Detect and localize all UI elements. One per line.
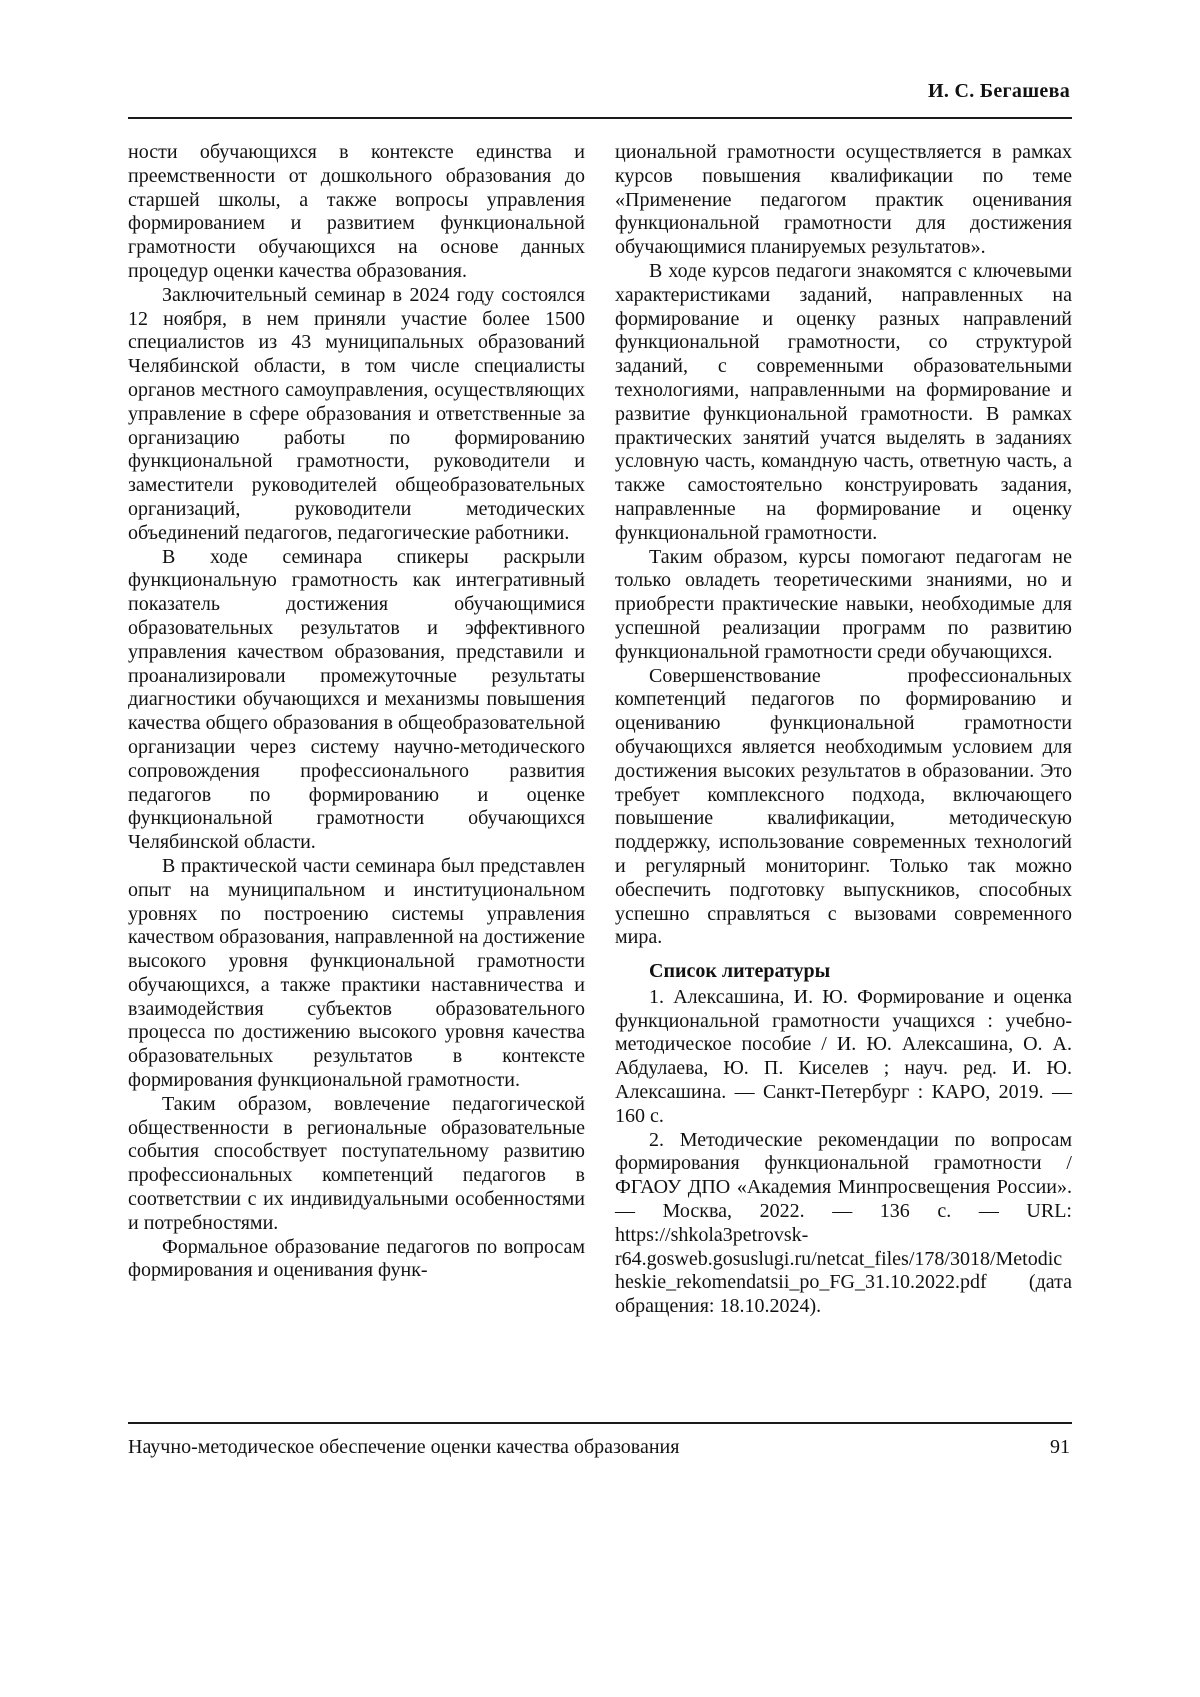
paragraph: В ходе курсов педагоги знакомятся с ключевыми характеристиками заданий, направленных на формирование и оценку разных направлений функциональной грамотности, со структурой заданий, с современными образовательными технологиями, направленными на формирование и развитие функциональной грамотности. В рамках практических занятий учатся выделять в заданиях условную часть, командную часть, ответную часть, а также самостоятельно конструировать задания, направленные на формирование и оценку функциональной грамотности. xyxy=(615,259,1072,544)
paragraph: Совершенствование профессиональных компетенций педагогов по формированию и оцениванию функциональной грамотности обучающихся является необходимым условием для достижения высоких результатов в образовании. Это требует комплексного подхода, включающего повышение квалификации, методическую поддержку, использование современных технологий и регулярный мониторинг. Только так можно обеспечить подготовку выпускников, способных успешно справляться с вызовами современного мира. xyxy=(615,664,1072,949)
left-column xyxy=(128,141,585,1319)
article-body xyxy=(128,141,1072,1319)
footer-rule xyxy=(128,1422,1072,1424)
paragraph: ности обучающихся в контексте единства и преемственности от дошкольного образования до старшей школы, а также вопросы управления формированием и развитием функциональной грамотности обучающихся на основе данных процедур оценки качества образования. xyxy=(128,141,585,282)
paragraph: Формальное образование педагогов по вопросам формирования и оценивания функ- xyxy=(128,1235,585,1282)
page-header xyxy=(128,0,1072,119)
paragraph: В практической части семинара был представлен опыт на муниципальном и институциональном уровнях по построению системы управления качеством образования, направленной на достижение высокого уровня функциональной грамотности обучающихся, а также практики наставничества и взаимодействия субъектов образовательного процесса по достижению высокого уровня качества образовательных результатов в контексте формирования функциональной грамотности. xyxy=(128,854,585,1092)
references-heading: Список литературы xyxy=(649,960,831,983)
author-name: И. С. Бегашева xyxy=(928,80,1070,102)
page-footer xyxy=(128,1422,1072,1459)
paragraph: В ходе семинара спикеры раскрыли функциональную грамотность как интегративный показатель достижения обучающимися образовательных результатов и эффективного управления качеством образования, представили и проанализировали промежуточные результаты диагностики обучающихся и механизмы повышения качества общего образования в общеобразовательной организации через систему научно-методического сопровождения профессионального развития педагогов по формированию и оценке функциональной грамотности обучающихся Челябинской области. xyxy=(128,545,585,854)
footer-row xyxy=(128,1436,1072,1459)
reference-item: 2. Методические рекомендации по вопросам формирования функциональной грамотности / ФГАОУ ДПО «Академия Минпросвещения России». — Москва, 2022. — 136 с. — URL: https://shkola3petrovsk-r64.gosweb.gosuslugi.ru/netcat_files/178/3018/Metodicheskie_rekomendatsii_po_FG_31.10.2022.pdf (дата обращения: 18.10.2024). xyxy=(615,1128,1072,1318)
reference-item: 1. Алексашина, И. Ю. Формирование и оценка функциональной грамотности учащихся : учебно-методическое пособие / И. Ю. Алексашина, О. А. Абдулаева, Ю. П. Киселев ; науч. ред. И. Ю. Алексашина. — Санкт-Петербург : КАРО, 2019. — 160 с. xyxy=(615,985,1072,1127)
footer-page-number: 91 xyxy=(1050,1436,1070,1458)
paragraph: Таким образом, вовлечение педагогической общественности в региональные образовательные события способствует поступательному развитию профессиональных компетенций педагогов в соответствии с их индивидуальными особенностями и потребностями. xyxy=(128,1092,585,1234)
paragraph: Таким образом, курсы помогают педагогам не только овладеть теоретическими знаниями, но и приобрести практические навыки, необходимые для успешной реализации программ по развитию функциональной грамотности среди обучающихся. xyxy=(615,545,1072,663)
right-column xyxy=(615,141,1072,1319)
paragraph: Заключительный семинар в 2024 году состоялся 12 ноября, в нем приняли участие более 1500 специалистов из 43 муниципальных образований Челябинской области, в том числе специалисты органов местного самоуправления, осуществляющих управление в сфере образования и ответственные за организацию работы по формированию функциональной грамотности, руководители и заместители руководителей общеобразовательных организаций, руководители методических объединений педагогов, педагогические работники. xyxy=(128,283,585,544)
header-rule xyxy=(128,117,1072,119)
footer-journal-title: Научно-методическое обеспечение оценки качества образования xyxy=(128,1436,680,1458)
paragraph: циональной грамотности осуществляется в рамках курсов повышения квалификации по теме «Применение педагогом практик оценивания функциональной грамотности для достижения обучающимися планируемых результатов». xyxy=(615,141,1072,259)
